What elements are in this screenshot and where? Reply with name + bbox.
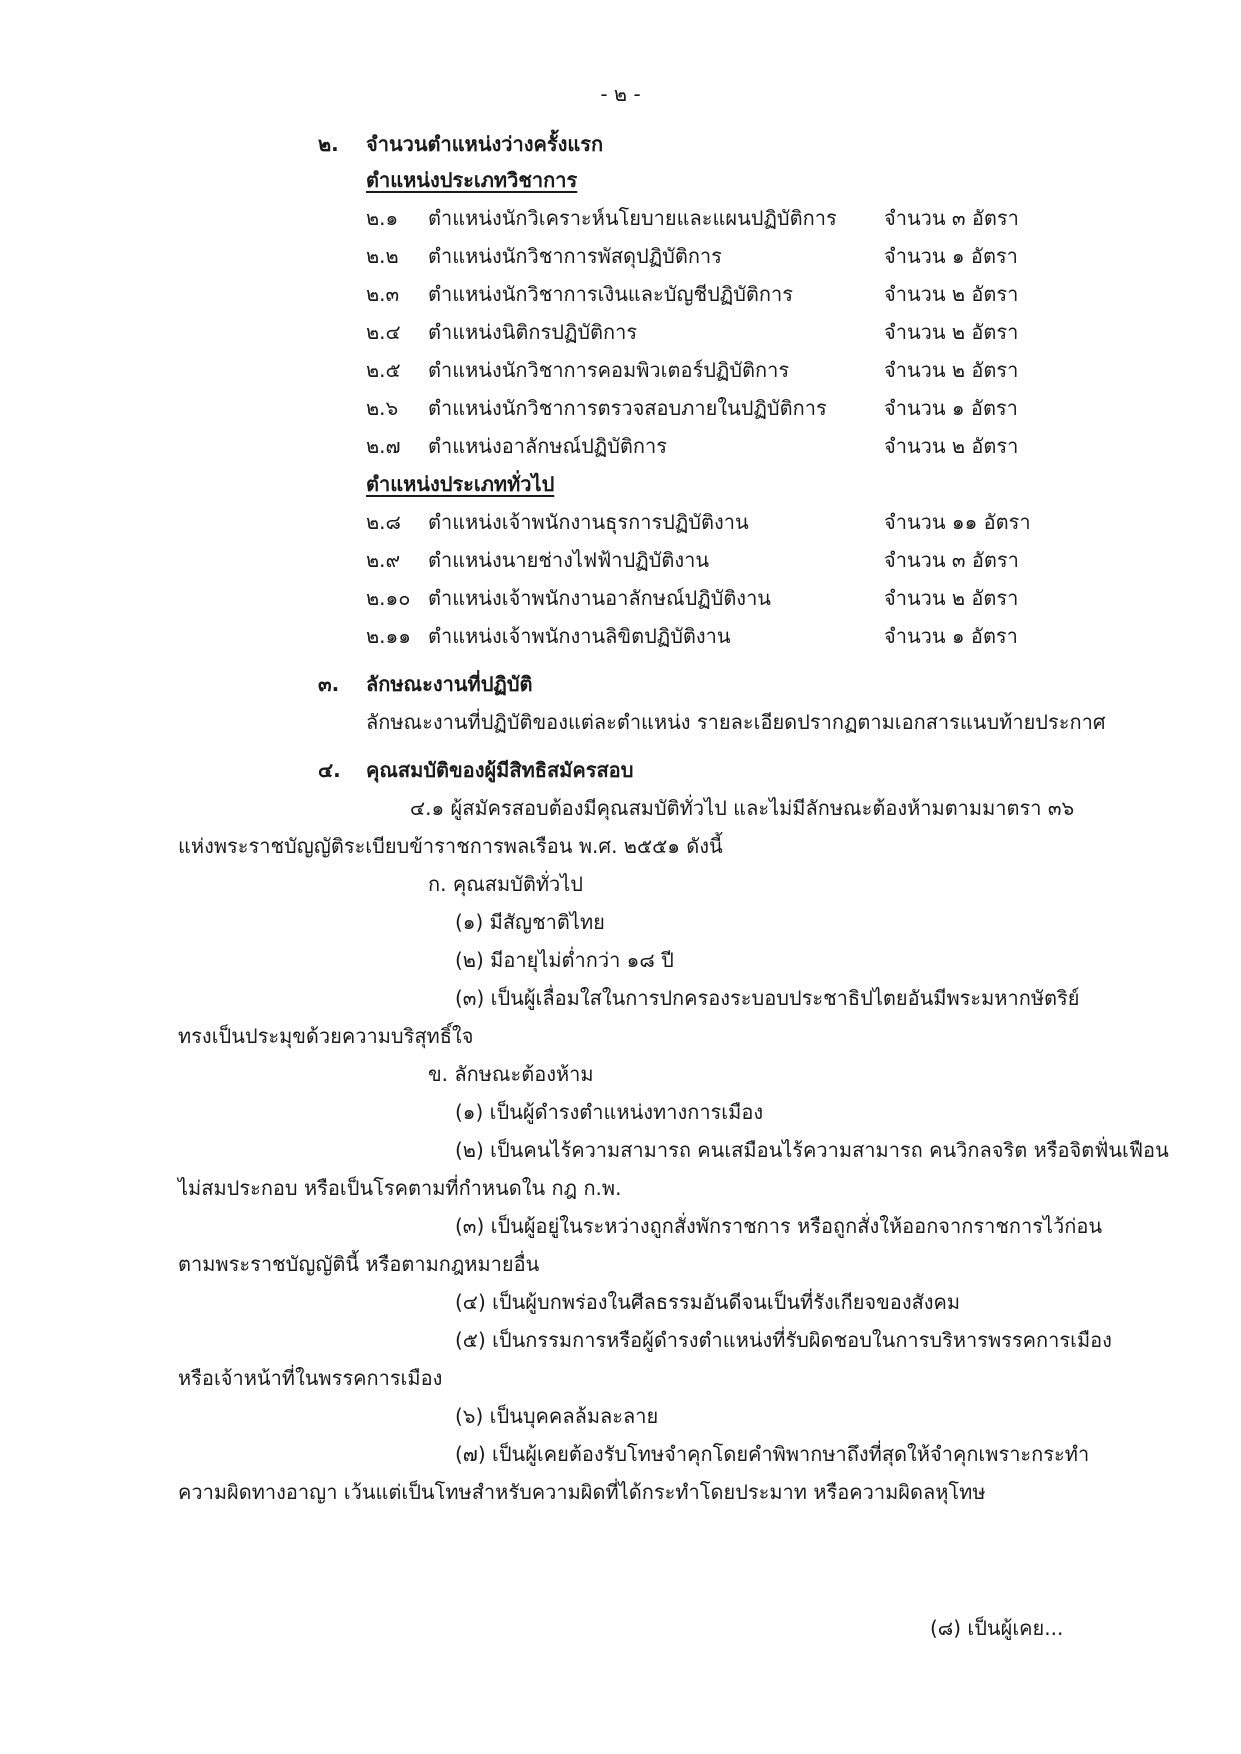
kho-item-6: (๖) เป็นบุคคลล้มละลาย — [455, 1404, 659, 1428]
position-row — [366, 318, 1066, 348]
position-row — [366, 356, 1066, 386]
position-title: ตำแหน่งนายช่างไฟฟ้าปฏิบัติงาน — [428, 548, 710, 572]
position-quantity: จำนวน ๒ อัตรา — [884, 586, 1019, 610]
position-row — [366, 280, 1066, 310]
clause-4-1-line-2: แห่งพระราชบัญญัติระเบียบข้าราชการพลเรือน พ.ศ. ๒๕๕๑ ดังนี้ — [178, 834, 723, 858]
position-row — [366, 584, 1066, 614]
position-code: ๒.๙ — [366, 548, 401, 572]
position-row — [366, 242, 1066, 272]
position-row — [366, 432, 1066, 462]
position-quantity: จำนวน ๑ อัตรา — [884, 244, 1018, 268]
clause-4-1-line-1: ๔.๑ ผู้สมัครสอบต้องมีคุณสมบัติทั่วไป และไม่มีลักษณะต้องห้ามตามมาตรา ๓๖ — [410, 796, 1075, 820]
position-title: ตำแหน่งนักวิชาการพัสดุปฏิบัติการ — [428, 244, 722, 268]
position-code: ๒.๓ — [366, 282, 400, 306]
position-quantity: จำนวน ๒ อัตรา — [884, 282, 1019, 306]
position-code: ๒.๗ — [366, 434, 401, 458]
section-3-heading: ลักษณะงานที่ปฏิบัติ — [366, 672, 533, 696]
kho-item-5-line-1: (๕) เป็นกรรมการหรือผู้ดำรงตำแหน่งที่รับผิดชอบในการบริหารพรรคการเมือง — [455, 1328, 1112, 1352]
position-title: ตำแหน่งเจ้าพนักงานธุรการปฏิบัติงาน — [428, 510, 749, 534]
section-3-number: ๓. — [318, 672, 340, 696]
position-code: ๒.๑๑ — [366, 624, 411, 648]
position-row — [366, 204, 1066, 234]
kho-item-1: (๑) เป็นผู้ดำรงตำแหน่งทางการเมือง — [455, 1100, 764, 1124]
kho-item-3-line-1: (๓) เป็นผู้อยู่ในระหว่างถูกสั่งพักราชการ หรือถูกสั่งให้ออกจากราชการไว้ก่อน — [455, 1214, 1103, 1238]
position-title: ตำแหน่งนักวิเคราะห์นโยบายและแผนปฏิบัติการ — [428, 206, 837, 230]
position-quantity: จำนวน ๒ อัตรา — [884, 358, 1019, 382]
position-title: ตำแหน่งอาลักษณ์ปฏิบัติการ — [428, 434, 667, 458]
position-quantity: จำนวน ๑๑ อัตรา — [884, 510, 1031, 534]
position-code: ๒.๔ — [366, 320, 401, 344]
ka-item-3-line-1: (๓) เป็นผู้เลื่อมใสในการปกครองระบอบประชาธิปไตยอันมีพระมหากษัตริย์ — [455, 986, 1080, 1010]
position-title: ตำแหน่งนักวิชาการเงินและบัญชีปฏิบัติการ — [428, 282, 793, 306]
position-quantity: จำนวน ๑ อัตรา — [884, 396, 1018, 420]
position-row — [366, 622, 1066, 652]
section-2-number: ๒. — [318, 132, 339, 156]
position-title: ตำแหน่งนิติกรปฏิบัติการ — [428, 320, 638, 344]
position-quantity: จำนวน ๓ อัตรา — [884, 548, 1019, 572]
position-row — [366, 508, 1066, 538]
kho-item-7-line-1: (๗) เป็นผู้เคยต้องรับโทษจำคุกโดยคำพิพากษาถึงที่สุดให้จำคุกเพราะกระทำ — [455, 1442, 1090, 1466]
position-code: ๒.๖ — [366, 396, 399, 420]
position-title: ตำแหน่งนักวิชาการตรวจสอบภายในปฏิบัติการ — [428, 396, 827, 420]
position-code: ๒.๑๐ — [366, 586, 411, 610]
position-title: ตำแหน่งเจ้าพนักงานอาลักษณ์ปฏิบัติงาน — [428, 586, 771, 610]
kho-item-7-line-2: ความผิดทางอาญา เว้นแต่เป็นโทษสำหรับความผิดที่ได้กระทำโดยประมาท หรือความผิดลหุโทษ — [178, 1480, 986, 1504]
continuation-marker: (๘) เป็นผู้เคย... — [930, 1616, 1064, 1640]
kho-item-5-line-2: หรือเจ้าหน้าที่ในพรรคการเมือง — [178, 1366, 443, 1390]
position-quantity: จำนวน ๒ อัตรา — [884, 434, 1019, 458]
position-quantity: จำนวน ๓ อัตรา — [884, 206, 1019, 230]
kho-item-4: (๔) เป็นผู้บกพร่องในศีลธรรมอันดีจนเป็นที่รังเกียจของสังคม — [455, 1290, 961, 1314]
position-row — [366, 546, 1066, 576]
kho-item-3-line-2: ตามพระราชบัญญัตินี้ หรือตามกฎหมายอื่น — [178, 1252, 540, 1276]
position-code: ๒.๑ — [366, 206, 399, 230]
position-title: ตำแหน่งนักวิชาการคอมพิวเตอร์ปฏิบัติการ — [428, 358, 790, 382]
position-code: ๒.๒ — [366, 244, 399, 268]
position-code: ๒.๘ — [366, 510, 401, 534]
ka-item-3-line-2: ทรงเป็นประมุขด้วยความบริสุทธิ์ใจ — [178, 1024, 474, 1048]
section-2-heading: จำนวนตำแหน่งว่างครั้งแรก — [366, 132, 604, 156]
position-row — [366, 394, 1066, 424]
position-title: ตำแหน่งเจ้าพนักงานลิขิตปฏิบัติงาน — [428, 624, 731, 648]
page-number: - ๒ - — [600, 82, 641, 106]
kho-item-2-line-2: ไม่สมประกอบ หรือเป็นโรคตามที่กำหนดใน กฎ ก.พ. — [178, 1176, 622, 1200]
section-4-number: ๔. — [318, 758, 341, 782]
ka-item-2: (๒) มีอายุไม่ต่ำกว่า ๑๘ ปี — [455, 948, 674, 972]
section-3-body: ลักษณะงานที่ปฏิบัติของแต่ละตำแหน่ง รายละเอียดปรากฏตามเอกสารแนบท้ายประกาศ — [366, 710, 1106, 734]
kho-item-2-line-1: (๒) เป็นคนไร้ความสามารถ คนเสมือนไร้ความสามารถ คนวิกลจริต หรือจิตฟั่นเฟือน — [455, 1138, 1169, 1162]
ka-heading: ก. คุณสมบัติทั่วไป — [428, 872, 583, 896]
position-code: ๒.๕ — [366, 358, 401, 382]
ka-item-1: (๑) มีสัญชาติไทย — [455, 910, 605, 934]
position-quantity: จำนวน ๑ อัตรา — [884, 624, 1018, 648]
section-4-heading: คุณสมบัติของผู้มีสิทธิสมัครสอบ — [366, 758, 634, 782]
position-quantity: จำนวน ๒ อัตรา — [884, 320, 1019, 344]
kho-heading: ข. ลักษณะต้องห้าม — [428, 1062, 594, 1086]
group-academic-heading: ตำแหน่งประเภทวิชาการ — [366, 168, 578, 192]
group-general-heading: ตำแหน่งประเภททั่วไป — [366, 472, 555, 496]
